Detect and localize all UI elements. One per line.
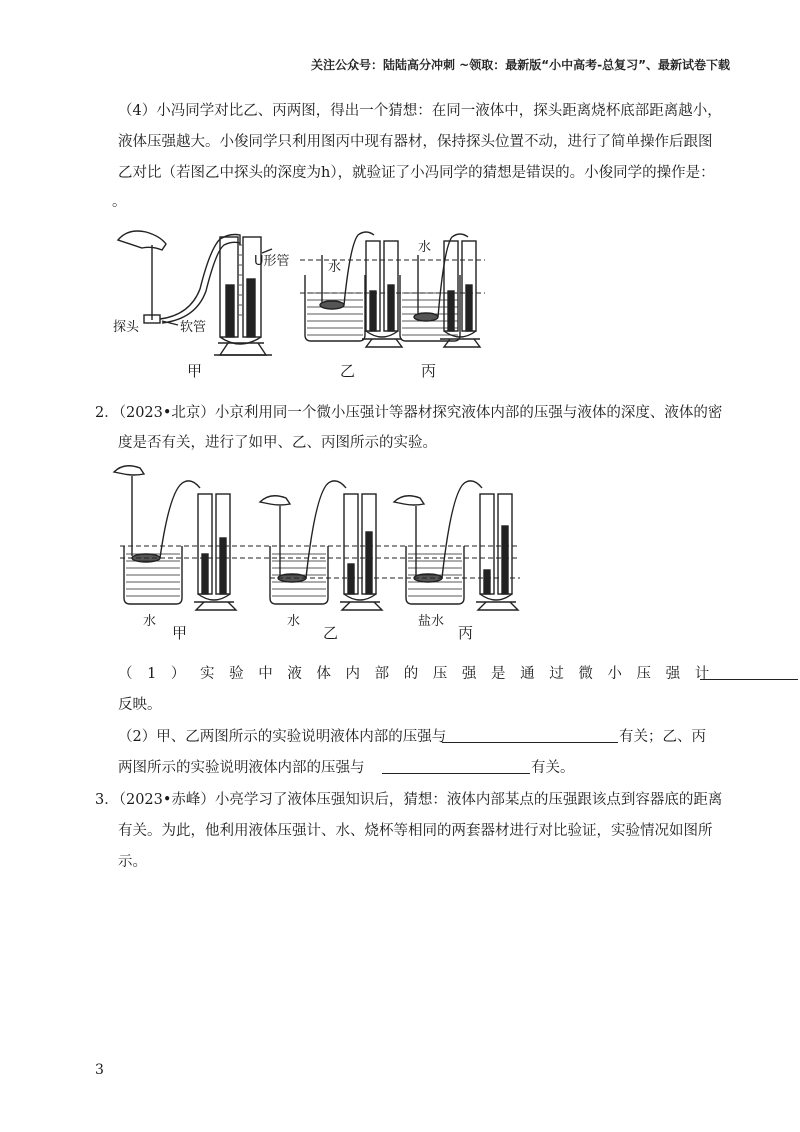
fig1-label-hose: 软管 xyxy=(180,320,207,335)
q3-line2: 有关。为此，他利用液体压强计、水、烧杯等相同的两套器材进行对比验证，实验情况如图所 xyxy=(118,823,713,839)
q2-part2-line1-b: 有关；乙、丙 xyxy=(619,729,706,745)
hand-icon xyxy=(260,496,290,505)
fig1-caption-jia: 甲 xyxy=(187,362,203,380)
fig2-caption-bing: 丙 xyxy=(458,624,474,642)
fig2-caption-yi: 乙 xyxy=(323,624,339,642)
q2-part1-line1: （1）实验中液体内部的压强是通过微小压强计 xyxy=(118,666,724,682)
hand-icon xyxy=(118,231,166,250)
fig2-label-salt-water: 盐水 xyxy=(418,614,445,629)
q3-line1: 3．（2023•赤峰）小亮学习了液体压强知识后，猜想：液体内部某点的压强跟该点到容器底的距离 xyxy=(95,792,723,808)
q1-part4-line2: 液体压强越大。小俊同学只利用图丙中现有器材，保持探头位置不动，进行了简单操作后跟图 xyxy=(118,134,713,150)
q2-part2-answer-blank-2[interactable] xyxy=(382,758,530,774)
fig2-label-water-jia: 水 xyxy=(143,614,157,629)
q2-part2-line2-b: 有关。 xyxy=(531,760,575,776)
q2-part2-answer-blank-1[interactable] xyxy=(442,727,618,743)
figure2-pressure-experiment-diagram xyxy=(110,462,530,642)
fig1-caption-yi: 乙 xyxy=(340,362,356,380)
q2-part2-line2-a: 两图所示的实验说明液体内部的压强与 xyxy=(118,760,365,776)
q2-line1: 2．（2023•北京）小京利用同一个微小压强计等器材探究液体内部的压强与液体的深度、液体的密 xyxy=(95,405,723,421)
page-header: 关注公众号：陆陆高分冲刺 ~领取：最新版“小中高考-总复习”、最新试卷下载 xyxy=(311,58,730,72)
fig1-label-water-bing: 水 xyxy=(418,240,432,255)
hand-icon xyxy=(114,466,144,475)
fig1-label-probe: 探头 xyxy=(113,320,140,335)
q2-part2-line1-a: （2）甲、乙两图所示的实验说明液体内部的压强与 xyxy=(118,729,447,745)
fig2-caption-jia: 甲 xyxy=(172,624,188,642)
q1-part4-line1: （4）小冯同学对比乙、丙两图，得出一个猜想：在同一液体中，探头距离烧杯底部距离越小， xyxy=(118,103,722,119)
page-number: 3 xyxy=(95,1062,104,1078)
q2-part1-answer-blank[interactable] xyxy=(700,664,798,680)
fig1-label-water-yi: 水 xyxy=(328,260,342,275)
fig2-label-water-yi: 水 xyxy=(287,614,301,629)
fig1-label-u-tube: U形管 xyxy=(254,254,290,269)
figure1-pressure-gauge-diagram xyxy=(100,215,520,390)
hand-icon xyxy=(394,496,424,505)
q1-part4-line4: 。 xyxy=(112,194,127,210)
q1-part4-line3: 乙对比（若图乙中探头的深度为h），就验证了小冯同学的猜想是错误的。小俊同学的操作是： xyxy=(118,165,715,181)
q2-part1-line2: 反映。 xyxy=(118,697,162,713)
q2-line2: 度是否有关，进行了如甲、乙、丙图所示的实验。 xyxy=(118,435,437,451)
q3-line3: 示。 xyxy=(118,854,147,870)
fig1-caption-bing: 丙 xyxy=(421,362,437,380)
